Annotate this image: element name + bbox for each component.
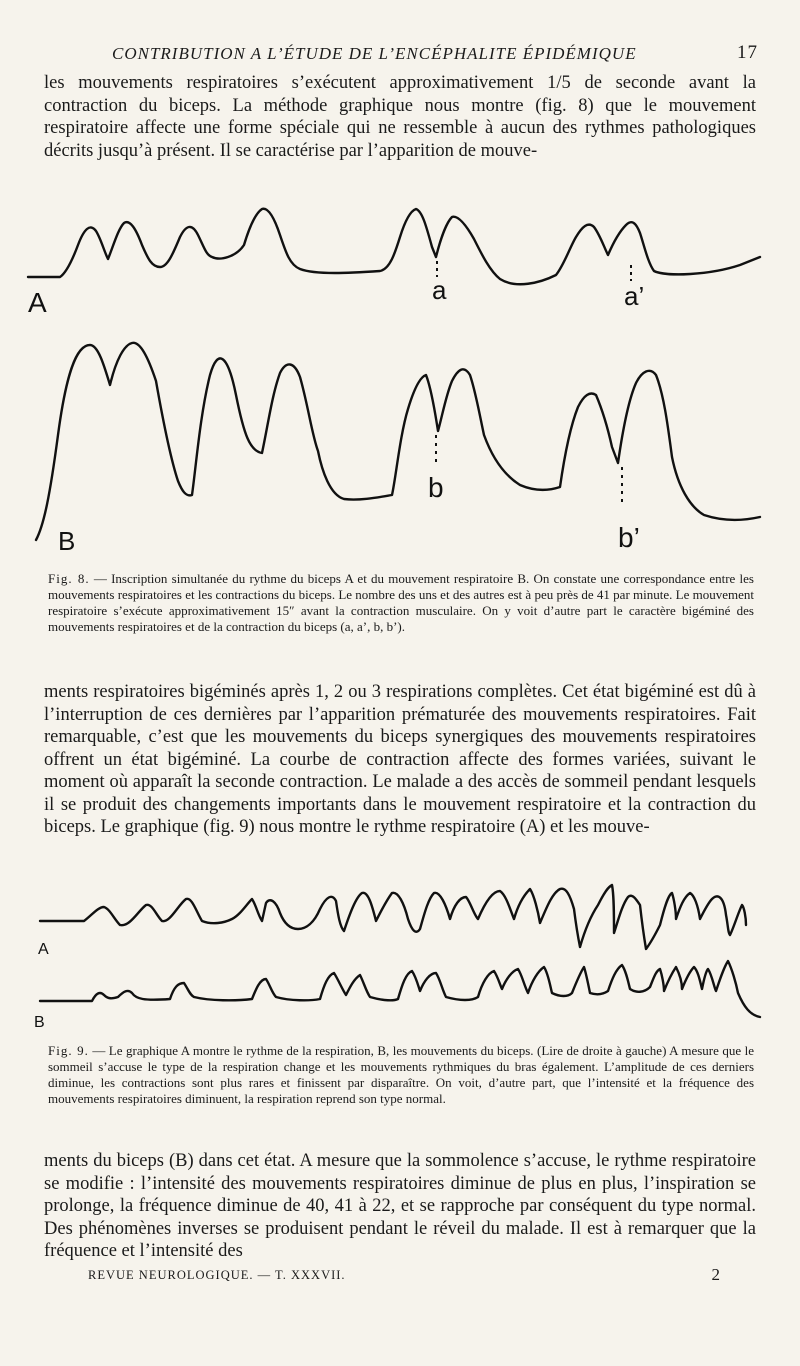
- figure-8-caption: [48, 571, 754, 635]
- figure-9-caption-text: — Le graphique A montre le rythme de la respiration, B, les mouvements du biceps. (Lire de droite à gauche) A mesure que le sommeil s’accuse le type de la respiration change et les mouvements rythmiques du bras également. L’amplitude de ces derniers diminue, les contractions sont plus rares et finissent par disparaître. On voit, d’autre part, que l’intensité et la fréquence des mouvements respiratoires diminuent, la respiration reprend son type normal.: [48, 1043, 754, 1106]
- figure-8-trace-a: [28, 209, 760, 284]
- figure-8-label-b: b: [428, 472, 444, 503]
- figure-9-trace-a: [40, 885, 746, 949]
- figure-8-label-b-prime: b’: [618, 522, 640, 553]
- figure-8-markers: [436, 261, 631, 507]
- page-number: 17: [737, 42, 758, 63]
- figure-8: [0, 195, 800, 565]
- figure-9-label-B: B: [34, 1014, 45, 1031]
- figure-9-trace-b: [40, 961, 760, 1017]
- figure-9-caption: [48, 1043, 754, 1107]
- figure-8-trace-b: [36, 343, 760, 540]
- figure-8-label-B: B: [58, 526, 76, 556]
- journal-volume: REVUE NEUROLOGIQUE. — T. XXXVII.: [88, 1268, 346, 1282]
- figure-8-caption-number: Fig. 8.: [48, 571, 90, 586]
- figure-8-label-a: a: [432, 275, 447, 305]
- figure-9-caption-number: Fig. 9.: [48, 1043, 89, 1058]
- figure-8-label-A: A: [28, 287, 47, 318]
- paragraph-1: les mouvements respiratoires s’exécutent approximativement 1/5 de seconde avant la contraction du biceps. La méthode graphique nous montre (fig. 8) que le mouvement respiratoire affecte une forme spéciale qui ne ressemble à aucun des rythmes pathologiques décrits jusqu’à présent. Il se caractérise par l’apparition de mouve-: [44, 73, 756, 161]
- figure-8-label-a-prime: a’: [624, 281, 645, 311]
- figure-9: [0, 875, 800, 1035]
- sheet-number: 2: [711, 1265, 720, 1284]
- figure-8-caption-text: — Inscription simultanée du rythme du biceps A et du mouvement respiratoire B. On constate une correspondance entre les mouvements respiratoires et les contractions du biceps. Le nombre des uns et des autres est à peu près de 41 par minute. Le mouvement respiratoire s’exécute approximativement 15″ avant la contraction musculaire. On y voit d’autre part le caractère bigéminé des mouvements respiratoires et de la contraction du biceps (a, a’, b, b’).: [48, 571, 754, 634]
- paragraph-3: ments du biceps (B) dans cet état. A mesure que la sommolence s’accuse, le rythme respiratoire se modifie : l’intensité des mouvements respiratoires diminue de plus en plus, l’inspiration se prolonge, la fréquence diminue de 40, 41 à 22, et se rapproche par conséquent du type normal. Des phénomènes inverses se produisent pendant le réveil du malade. Il est à remarquer que la fréquence et l’intensité des: [44, 1151, 756, 1261]
- paragraph-2: ments respiratoires bigéminés après 1, 2 ou 3 respirations complètes. Cet état bigéminé est dû à l’interruption de ces dernières par l’apparition prématurée des mouvements respiratoires. Fait remarquable, c’est que les mouvements du biceps synergiques des mouvements respiratoires offrent un état bigéminé. La courbe de contraction affecte des formes variées, suivant le moment où apparaît la seconde contraction. Le malade a des accès de sommeil pendant lesquels il se produit des changements importants dans le mouvement respiratoire et la contraction du biceps. Le graphique (fig. 9) nous montre le rythme respiratoire (A) et les mouve-: [44, 682, 756, 837]
- figure-9-label-A: A: [38, 941, 49, 958]
- running-title: CONTRIBUTION A L’ÉTUDE DE L’ENCÉPHALITE ÉPIDÉMIQUE: [112, 44, 637, 63]
- page-footer: [88, 1265, 720, 1284]
